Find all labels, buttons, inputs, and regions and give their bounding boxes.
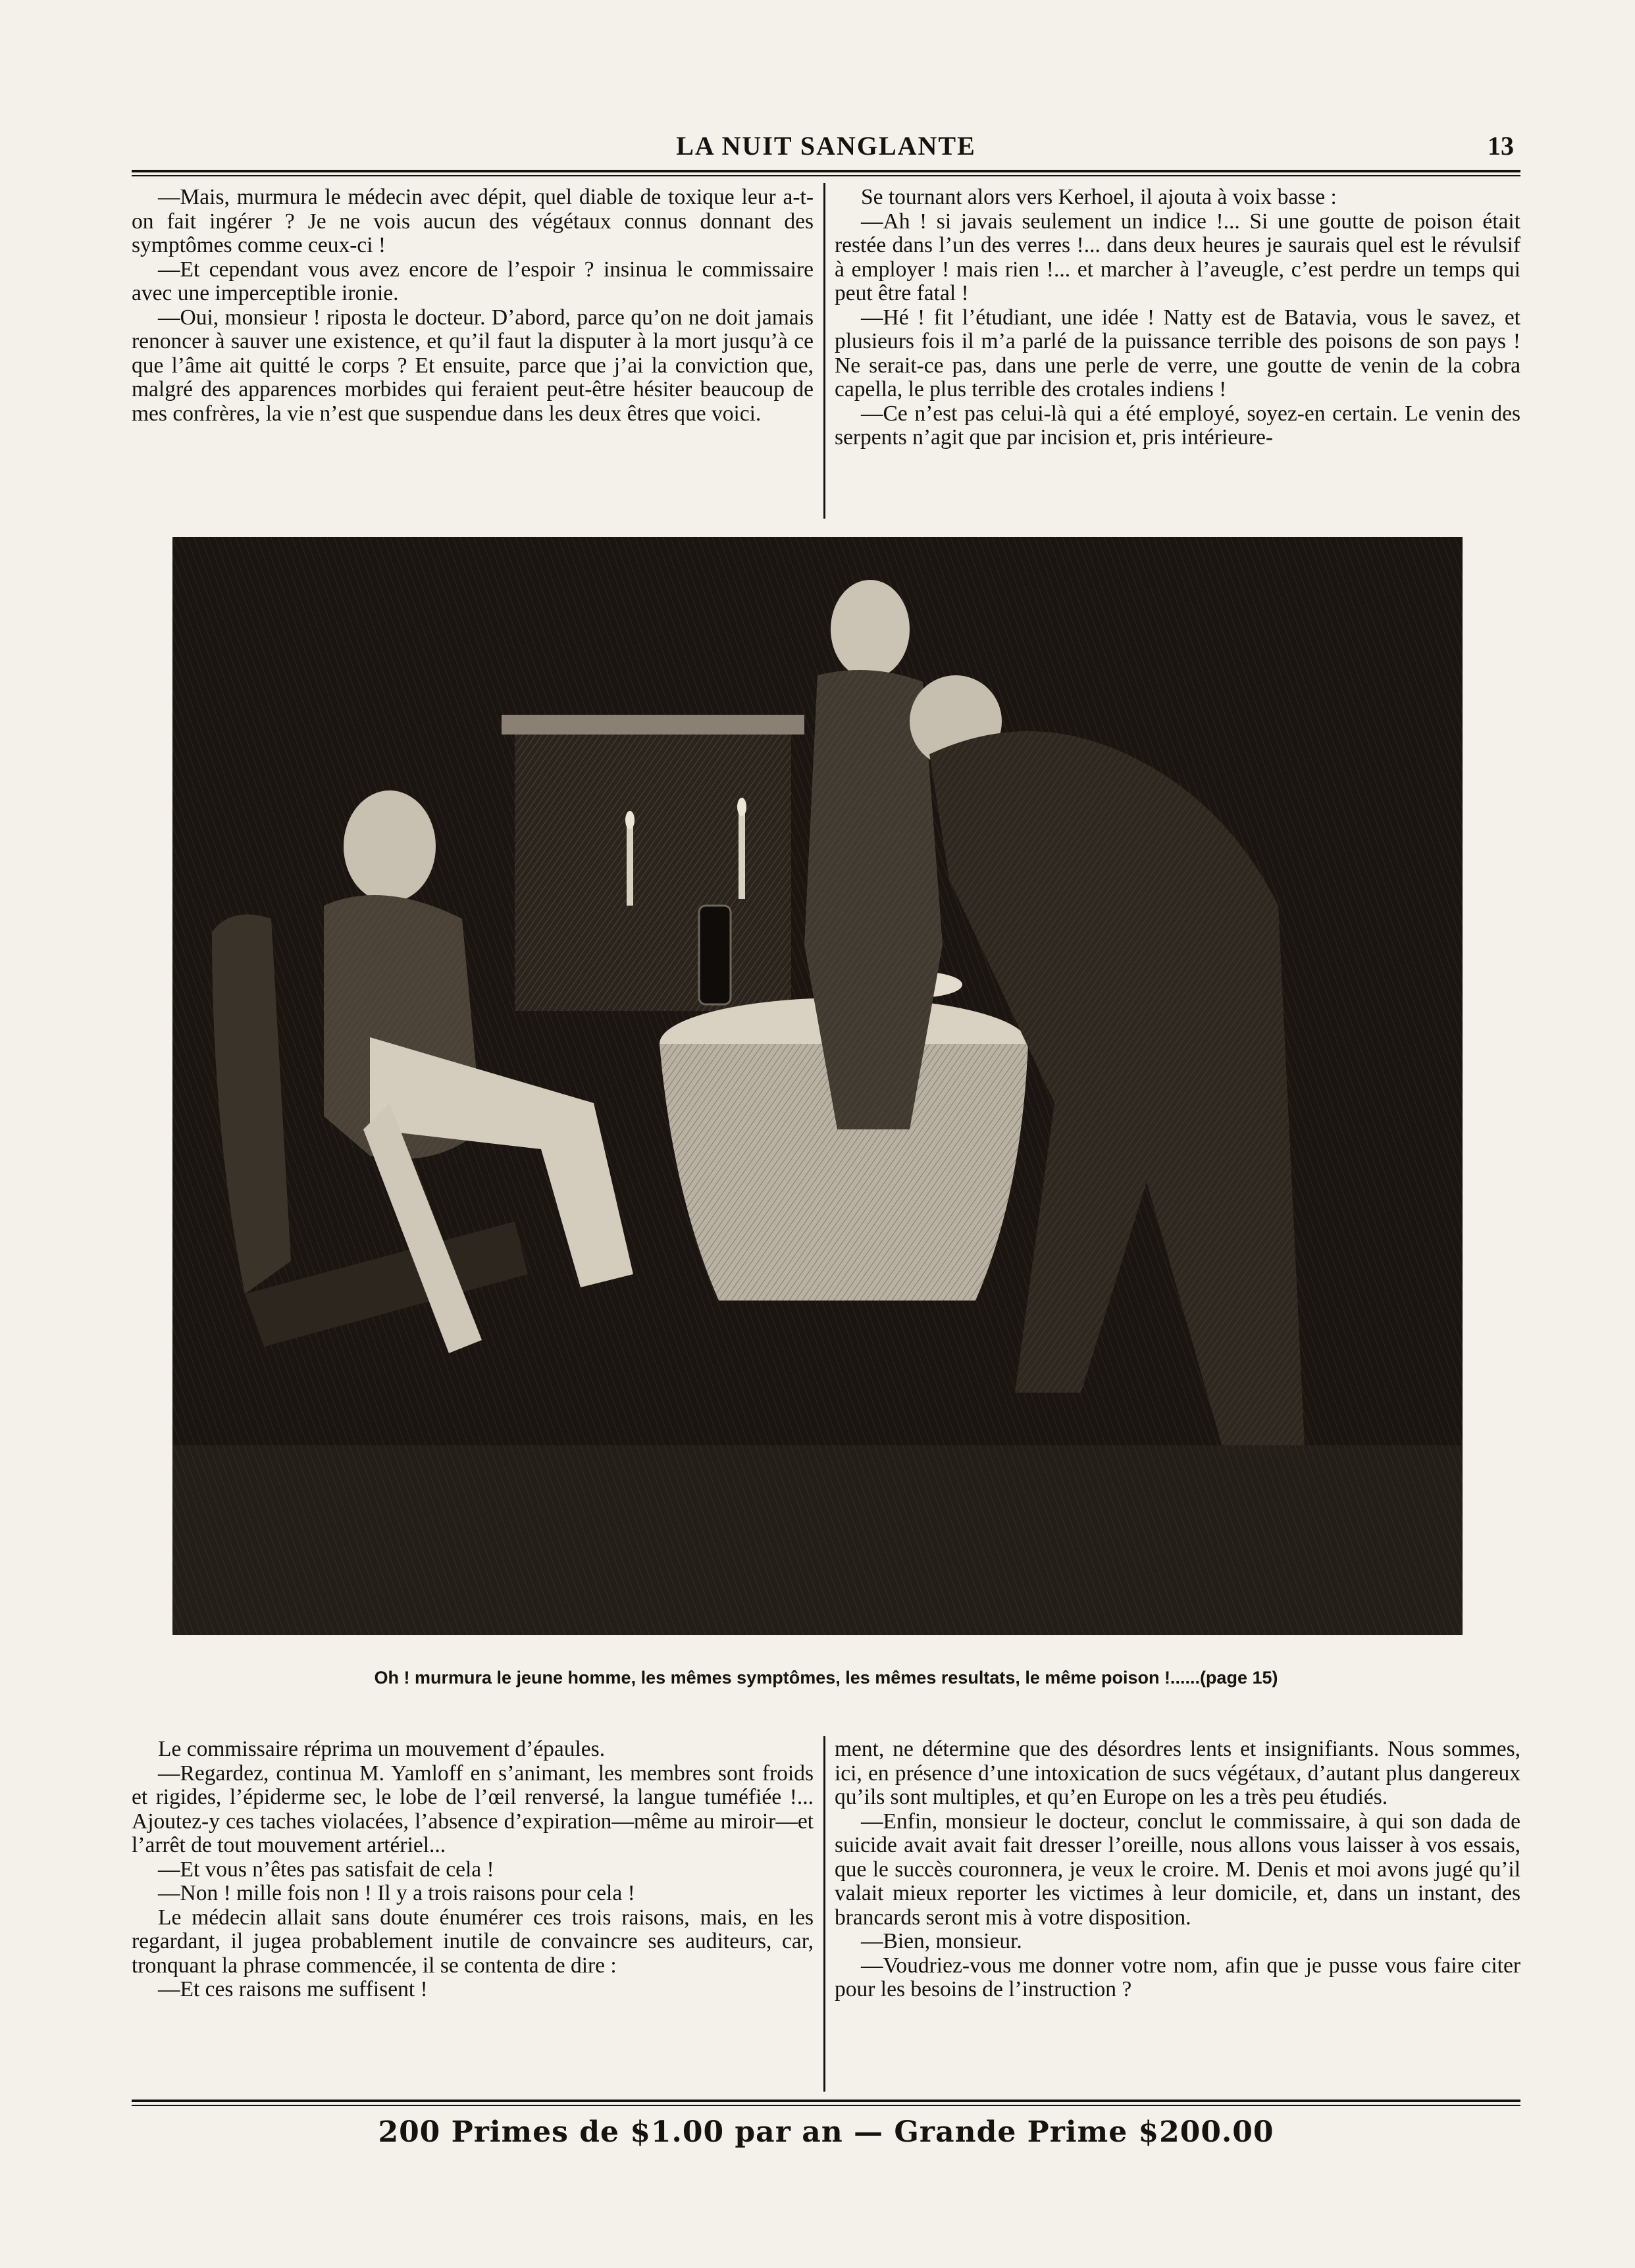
paragraph: —Enfin, monsieur le docteur, conclut le commissaire, à qui son dada de suicide avait avait fait dresser l’oreille, nous allons vous laisser à vos essais, que le succès couronnera, je veux le croire. M. Denis et moi avons jugé qu’il valait mieux reporter les victimes à leur domicile, et, dans un instant, des brancards seront mis à votre disposition. — [835, 1809, 1520, 1930]
paragraph: Se tournant alors vers Kerhoel, il ajouta à voix basse : — [861, 185, 1337, 209]
paragraph: —Ce n’est pas celui-là qui a été employé, soyez-en certain. Le venin des serpents n’agit que par incision et, pris intérieure- — [835, 401, 1520, 450]
paragraph: —Hé ! fit l’étudiant, une idée ! Natty est de Batavia, vous le savez, et plusieurs fois il m’a parlé de la puissance terrible des poisons de son pays ! Ne serait-ce pas, dans une perle de verre, une goutte de venin de la cobra capella, le plus terrible des crotales indiens ! — [835, 305, 1520, 401]
column-top-left — [132, 186, 814, 426]
column-divider — [823, 183, 825, 519]
page-number: 13 — [1488, 131, 1514, 161]
paragraph: —Oui, monsieur ! riposta le docteur. D’abord, parce qu’on ne doit jamais renoncer à sauver une existence, et qu’il faut la disputer à la mort jusqu’à ce que l’âme ait quitté le corps ? Et ensuite, parce que j’ai la conviction que, malgré des apparences morbides qui feraient peut-être hésiter beaucoup de mes confrères, la vie n’est que suspendue dans les deux êtres que voici. — [132, 305, 814, 426]
column-divider — [823, 1736, 825, 2092]
illustration-caption: Oh ! murmura le jeune homme, les mêmes symptômes, les mêmes resultats, le même poison !......(page 15) — [374, 1668, 1278, 1688]
paragraph: —Voudriez-vous me donner votre nom, afin que je pusse vous faire citer pour les besoins de l’instruction ? — [835, 1953, 1520, 2001]
engraving-artwork — [172, 537, 1463, 1635]
column-bottom-right — [835, 1738, 1520, 2002]
column-bottom-left — [132, 1738, 814, 2002]
paragraph: —Et vous n’êtes pas satisfait de cela ! — [158, 1857, 494, 1882]
running-title: LA NUIT SANGLANTE — [676, 131, 976, 161]
engraving-illustration — [172, 537, 1463, 1635]
paragraph: —Et cependant vous avez encore de l’espoir ? insinua le commissaire avec une imperceptible ironie. — [132, 257, 814, 305]
paragraph: ment, ne détermine que des désordres lents et insignifiants. Nous sommes, ici, en présence d’une intoxication de sucs végétaux, d’autant plus dangereux qu’ils sont multiples, et qu’en Europe on les a très peu étudiés. — [835, 1737, 1520, 1809]
footer-rule — [132, 2100, 1520, 2106]
paragraph: —Regardez, continua M. Yamloff en s’animant, les membres sont froids et rigides, l’épiderme sec, le lobe de l’œil renversé, la langue tuméfiée !... Ajoutez-y ces taches violacées, l’absence d’expiration—même au miroir—et l’arrêt de tout mouvement artériel... — [132, 1761, 814, 1857]
footer-banner: 200 Primes de $1.00 par an — Grande Prime $200.00 — [378, 2115, 1274, 2149]
paragraph: —Et ces raisons me suffisent ! — [158, 1977, 428, 2001]
page-header — [132, 130, 1520, 167]
paragraph: —Mais, murmura le médecin avec dépit, quel diable de toxique leur a-t-on fait ingérer ? Je ne vois aucun des végétaux connus donnant des symptômes comme ceux-ci ! — [132, 185, 814, 257]
paragraph: —Ah ! si javais seulement un indice !... Si une goutte de poison était restée dans l’un des verres !... dans deux heures je saurais quel est le révulsif à employer ! mais rien !... et marcher à l’aveugle, c’est perdre un temps qui peut être fatal ! — [835, 209, 1520, 305]
column-top-right — [835, 186, 1520, 450]
paragraph: —Bien, monsieur. — [861, 1929, 1022, 1953]
header-rule — [132, 170, 1520, 176]
paragraph: Le commissaire réprima un mouvement d’épaules. — [158, 1737, 606, 1761]
paragraph: —Non ! mille fois non ! Il y a trois raisons pour cela ! — [158, 1881, 635, 1905]
paragraph: Le médecin allait sans doute énumérer ces trois raisons, mais, en les regardant, il jugea probablement inutile de convaincre ses auditeurs, car, tronquant la phrase commencée, il se contenta de dire : — [132, 1905, 814, 1978]
